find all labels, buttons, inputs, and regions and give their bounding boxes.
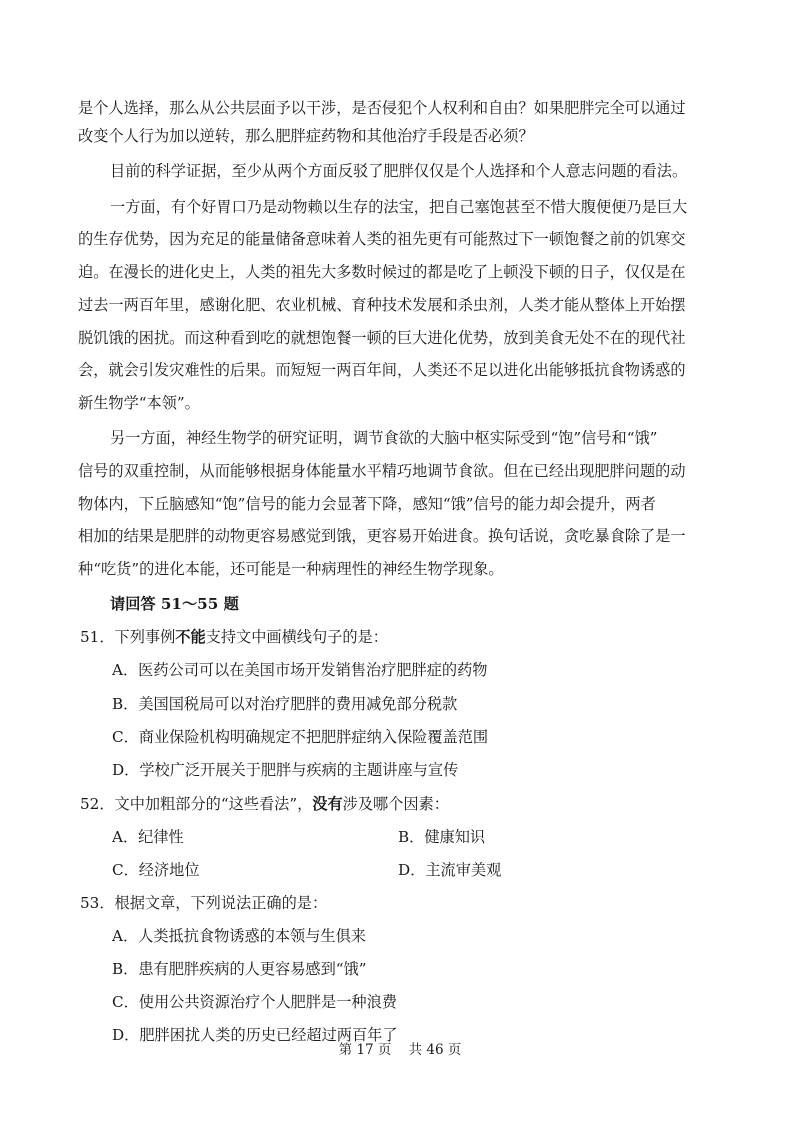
question-51-stem (80, 627, 388, 647)
question-52-option-d: D．主流审美观 (398, 861, 502, 879)
section-heading: 请回答 51～55 题 (110, 595, 239, 613)
question-51-option-d: D．学校广泛开展关于肥胖与疾病的主题讲座与宣传 (112, 761, 459, 779)
question-51-stem-start: 51．下列事例 (80, 628, 176, 646)
question-51-option-a: A．医药公司可以在美国市场开发销售治疗肥胖症的药物 (112, 661, 488, 679)
question-53-stem: 53．根据文章，下列说法正确的是： (80, 894, 328, 912)
question-52-option-a: A．纪律性 (112, 828, 184, 846)
paragraph-4-line-3: 物体内，下丘脑感知“饱”信号的能力会显著下降，感知“饿”信号的能力却会提升，两者 (78, 495, 656, 513)
paragraph-3-line-2: 的生存优势，因为充足的能量储备意味着人类的祖先更有可能熬过下一顿饱餐之前的饥寒交 (78, 230, 686, 248)
paragraph-3-line-4: 过去一两百年里，感谢化肥、农业机械、育种技术发展和杀虫剂，人类才能从整体上开始摆 (78, 296, 686, 314)
question-51-option-b: B．美国国税局可以对治疗肥胖的费用减免部分税款 (112, 695, 458, 713)
paragraph-4-line-5: 种“吃货”的进化本能，还可能是一种病理性的神经生物学现象。 (78, 560, 504, 578)
paragraph-4-line-2: 信号的双重控制，从而能够根据身体能量水平精巧地调节食欲。但在已经出现肥胖问题的动 (78, 462, 686, 480)
question-53-option-c: C．使用公共资源治疗个人肥胖是一种浪费 (112, 993, 397, 1011)
paragraph-2-line-1: 目前的科学证据，至少从两个方面反驳了肥胖仅仅是个人选择和个人意志问题的看法。 (110, 162, 688, 180)
question-52-stem (80, 794, 449, 814)
question-53-option-b: B．患有肥胖疾病的人更容易感到“饿” (112, 960, 367, 978)
question-51-option-c: C．商业保险机构明确规定不把肥胖症纳入保险覆盖范围 (112, 728, 489, 746)
paragraph-4-line-4: 相加的结果是肥胖的动物更容易感觉到饿，更容易开始进食。换句话说，贪吃暴食除了是一 (78, 527, 686, 545)
question-52-stem-emphasis: 没有 (312, 795, 343, 813)
question-51-stem-end: 支持文中画横线句子的是： (205, 628, 388, 646)
question-51-stem-emphasis: 不能 (175, 628, 206, 646)
question-52-option-c: C．经济地位 (112, 861, 200, 879)
paragraph-3-line-6: 会，就会引发灾难性的后果。而短短一两百年间，人类还不足以进化出能够抵抗食物诱惑的 (78, 361, 686, 379)
paragraph-3-line-1: 一方面，有个好胃口乃是动物赖以生存的法宝，把自己塞饱甚至不惜大腹便便乃是巨大 (110, 198, 688, 216)
paragraph-3-line-7: 新生物学“本领”。 (78, 394, 200, 412)
question-52-stem-start: 52．文中加粗部分的“这些看法”， (80, 795, 313, 813)
paragraph-1-line-1: 是个人选择，那么从公共层面予以干涉，是否侵犯个人权利和自由？如果肥胖完全可以通过 (78, 99, 686, 117)
question-52-stem-end: 涉及哪个因素： (342, 795, 449, 813)
paragraph-3-line-5: 脱饥饿的困扰。而这种看到吃的就想饱餐一顿的巨大进化优势，放到美食无处不在的现代社 (78, 329, 686, 347)
paragraph-1-line-2: 改变个人行为加以逆转，那么肥胖症药物和其他治疗手段是否必须？ (78, 127, 534, 145)
question-53-option-a: A．人类抵抗食物诱惑的本领与生俱来 (112, 927, 366, 945)
paragraph-3-line-3: 迫。在漫长的进化史上，人类的祖先大多数时候过的都是吃了上顿没下顿的日子，仅仅是在 (78, 263, 686, 281)
question-52-option-b: B．健康知识 (398, 828, 486, 846)
paragraph-4-line-1: 另一方面，神经生物学的研究证明，调节食欲的大脑中枢实际受到“饱”信号和“饿” (110, 429, 658, 447)
page-number-footer: 第 17 页 共 46 页 (338, 1042, 462, 1058)
question-53-option-d: D．肥胖困扰人类的历史已经超过两百年了 (112, 1026, 398, 1044)
